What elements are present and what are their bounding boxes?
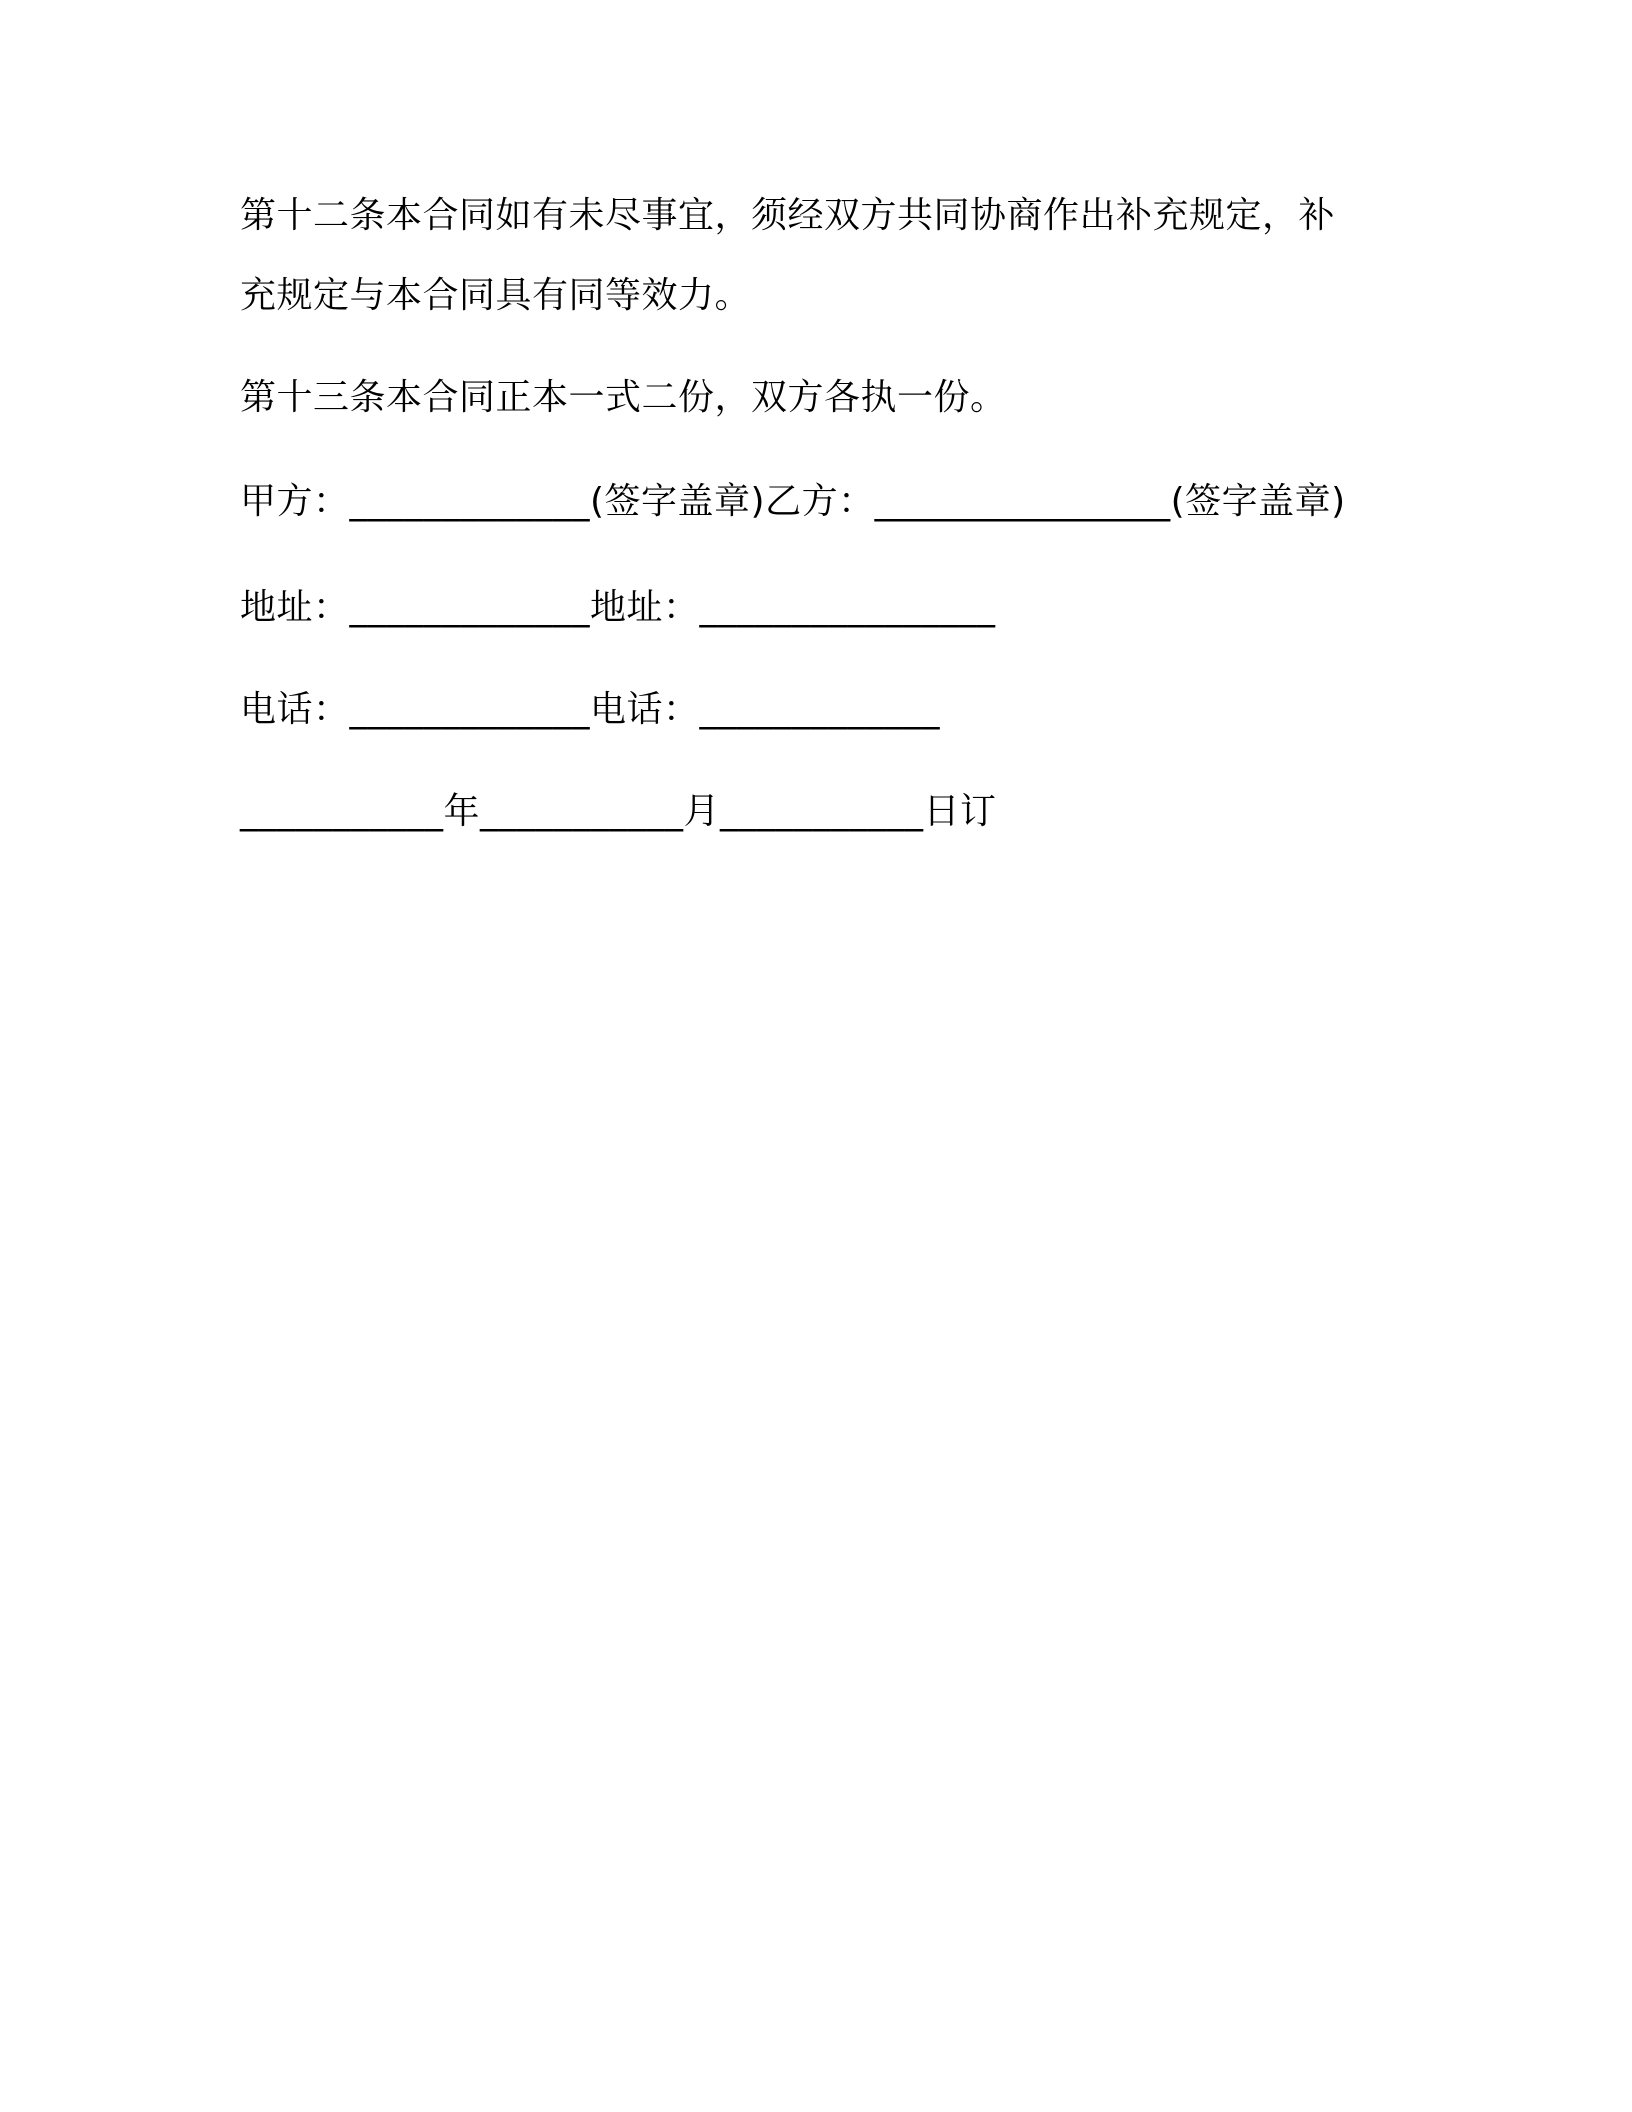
date-line: ___________年___________月___________日订	[240, 791, 997, 832]
article-12-line-1: 第十二条本合同如有未尽事宜，须经双方共同协商作出补充规定，补	[240, 195, 1336, 236]
address-line: 地址：_____________地址：________________	[240, 587, 996, 628]
party-signature-line: 甲方：_____________(签字盖章)乙方：________________(签字盖章)	[240, 481, 1346, 522]
article-12-line-2: 充规定与本合同具有同等效力。	[240, 275, 752, 316]
phone-line: 电话：_____________电话：_____________	[240, 689, 941, 730]
article-13: 第十三条本合同正本一式二份，双方各执一份。	[240, 377, 1007, 418]
